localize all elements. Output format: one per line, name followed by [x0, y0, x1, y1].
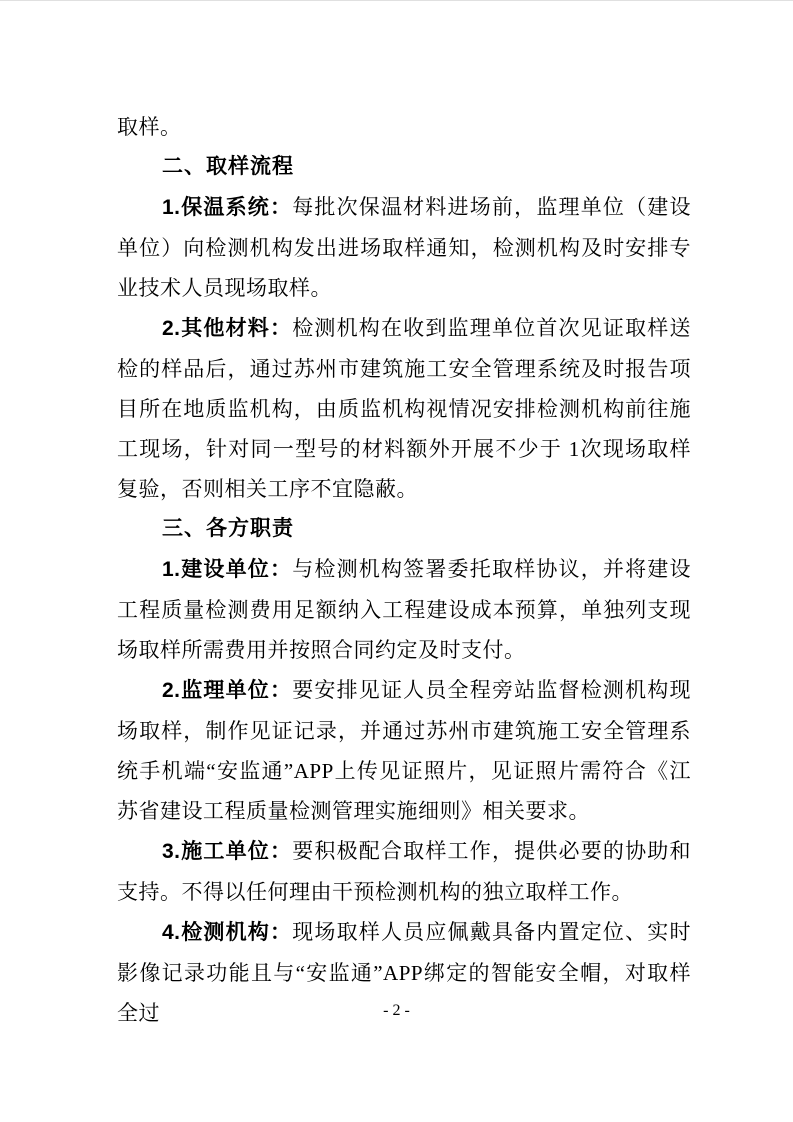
paragraph-text: 现场取样人员应佩戴具备内置定位、实时影像记录功能且与“安监通”APP绑定的智能安全帽，对取样全过: [117, 920, 692, 1025]
paragraph-label: 3.施工单位：: [162, 840, 293, 863]
paragraph-text: 每批次保温材料进场前，监理单位（建设单位）向检测机构发出进场取样通知，检测机构及时安排专业技术人员现场取样。: [117, 195, 692, 300]
paragraph-text: 取样。: [117, 115, 182, 139]
paragraph-text: 要安排见证人员全程旁站监督检测机构现场取样，制作见证记录，并通过苏州市建筑施工安全管理系统手机端“安监通”APP上传见证照片，见证照片需符合《江苏省建设工程质量检测管理实施细则》相关要求。: [117, 678, 692, 823]
paragraph-text: 检测机构在收到监理单位首次见证取样送检的样品后，通过苏州市建筑施工安全管理系统及时报告项目所在地质监机构，由质监机构视情况安排检测机构前往施工现场，针对同一型号的材料额外开展不少于 1次现场取样复验，否则相关工序不宜隐蔽。: [117, 316, 692, 501]
paragraph-label: 2.其他材料：: [162, 317, 293, 340]
section-heading-sampling-process: [117, 147, 691, 187]
paragraph-construction-unit: [117, 831, 691, 912]
paragraph-label: 1.建设单位：: [162, 558, 293, 581]
paragraph-construction-owner-unit: [117, 549, 691, 670]
paragraph-continuation: [117, 107, 691, 147]
paragraph-label: 2.监理单位：: [162, 679, 293, 702]
paragraph-insulation-system: [117, 187, 691, 308]
paragraph-other-materials: [117, 308, 691, 509]
heading-text: 三、各方职责: [162, 517, 294, 540]
section-heading-responsibilities: [117, 509, 691, 549]
page-number: - 2 -: [383, 1002, 410, 1019]
document-body: [117, 107, 691, 1033]
heading-text: 二、取样流程: [162, 155, 294, 178]
paragraph-supervision-unit: [117, 670, 691, 831]
paragraph-label: 1.保温系统：: [162, 196, 293, 219]
paragraph-label: 4.检测机构：: [162, 921, 293, 944]
paragraph-text: 要积极配合取样工作，提供必要的协助和支持。不得以任何理由干预检测机构的独立取样工作。: [117, 839, 692, 904]
paragraph-text: 与检测机构签署委托取样协议，并将建设工程质量检测费用足额纳入工程建设成本预算，单独列支现场取样所需费用并按照合同约定及时支付。: [117, 557, 692, 662]
